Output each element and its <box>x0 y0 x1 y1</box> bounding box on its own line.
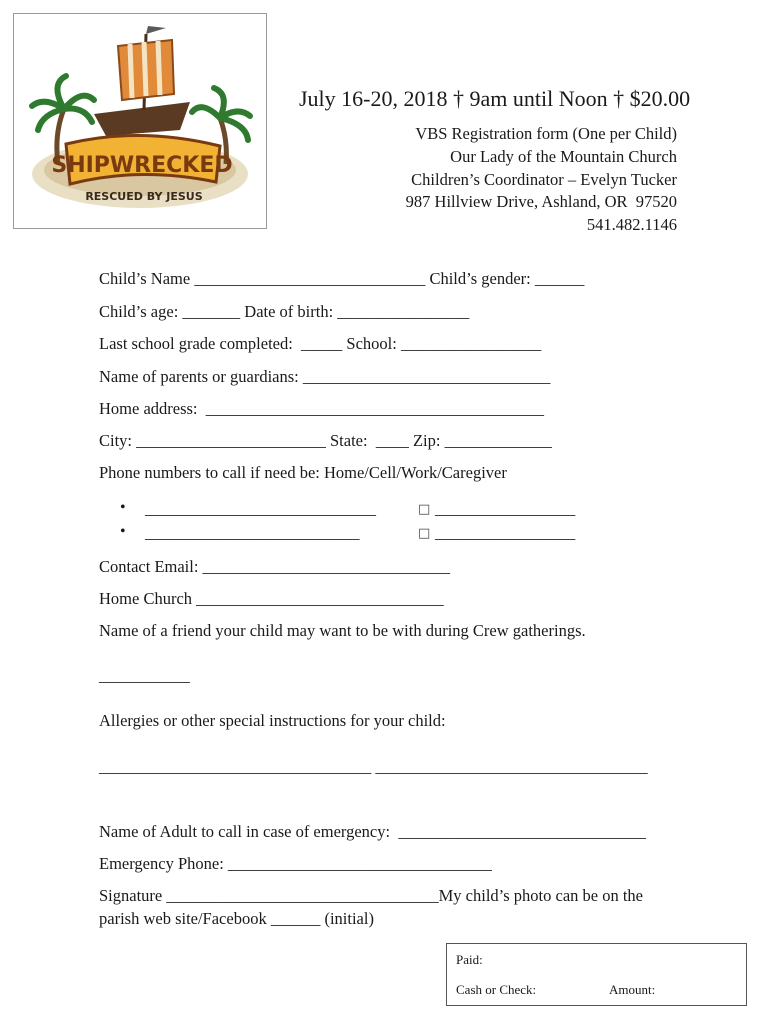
shipwrecked-logo-image <box>14 14 266 228</box>
checkbox-icon: □ <box>418 502 431 517</box>
church-name: Our Lady of the Mountain Church <box>450 147 677 166</box>
phone-bullet-2: • <box>120 523 126 540</box>
emergency-adult-field[interactable]: Name of Adult to call in case of emergency: ______________________________ <box>99 822 646 841</box>
child-name-field[interactable]: Child’s Name ____________________________ Child’s gender: ______ <box>99 269 585 288</box>
paid-label: Paid: <box>456 952 483 967</box>
contact-email-field[interactable]: Contact Email: ______________________________ <box>99 557 451 576</box>
payment-box <box>446 943 747 1006</box>
checkbox-icon: □ <box>418 526 431 541</box>
child-age-field[interactable]: Child’s age: _______ Date of birth: ________________ <box>99 302 470 321</box>
logo-title-text: SHIPWRECKED <box>51 153 233 178</box>
phone-field-2[interactable]: __________________________ <box>145 523 360 542</box>
phone-heading: Phone numbers to call if need be: Home/Cell/Work/Caregiver <box>99 463 507 482</box>
church-phone: 541.482.1146 <box>586 215 677 234</box>
phone-field-4[interactable]: _________________ <box>435 523 576 542</box>
emergency-phone-field[interactable]: Emergency Phone: ________________________________ <box>99 854 492 873</box>
allergies-prompt: Allergies or other special instructions for your child: <box>99 711 446 730</box>
phone-bullet-1: • <box>120 499 126 516</box>
amount-label: Amount: <box>609 982 656 997</box>
coordinator: Children’s Coordinator – Evelyn Tucker <box>411 170 677 189</box>
friend-prompt: Name of a friend your child may want to be with during Crew gatherings. <box>99 621 586 640</box>
home-address-field[interactable]: Home address: _________________________________________ <box>99 399 545 418</box>
phone-field-1[interactable]: ____________________________ <box>145 499 376 518</box>
church-address: 987 Hillview Drive, Ashland, OR 97520 <box>405 192 677 211</box>
form-title: VBS Registration form (One per Child) <box>415 124 677 143</box>
parents-field[interactable]: Name of parents or guardians: ______________________________ <box>99 367 551 386</box>
logo-subtitle-text: RESCUED BY JESUS <box>85 190 203 203</box>
phone-field-3[interactable]: _________________ <box>435 499 576 518</box>
signature-field[interactable]: Signature _________________________________My child’s photo can be on the <box>99 886 643 905</box>
cash-or-check-label: Cash or Check: <box>456 982 537 997</box>
friend-field[interactable]: ___________ <box>99 666 190 685</box>
photo-consent-initial-field[interactable]: parish web site/Facebook ______ (initial) <box>99 909 374 928</box>
city-state-zip-field[interactable]: City: _______________________ State: ____ Zip: _____________ <box>99 431 552 450</box>
grade-school-field[interactable]: Last school grade completed: _____ School: _________________ <box>99 334 542 353</box>
home-church-field[interactable]: Home Church ______________________________ <box>99 589 444 608</box>
allergies-field[interactable]: _________________________________ _________________________________ <box>99 757 648 776</box>
event-line: July 16-20, 2018 † 9am until Noon † $20.00 <box>299 86 691 111</box>
vbs-logo <box>13 13 267 229</box>
